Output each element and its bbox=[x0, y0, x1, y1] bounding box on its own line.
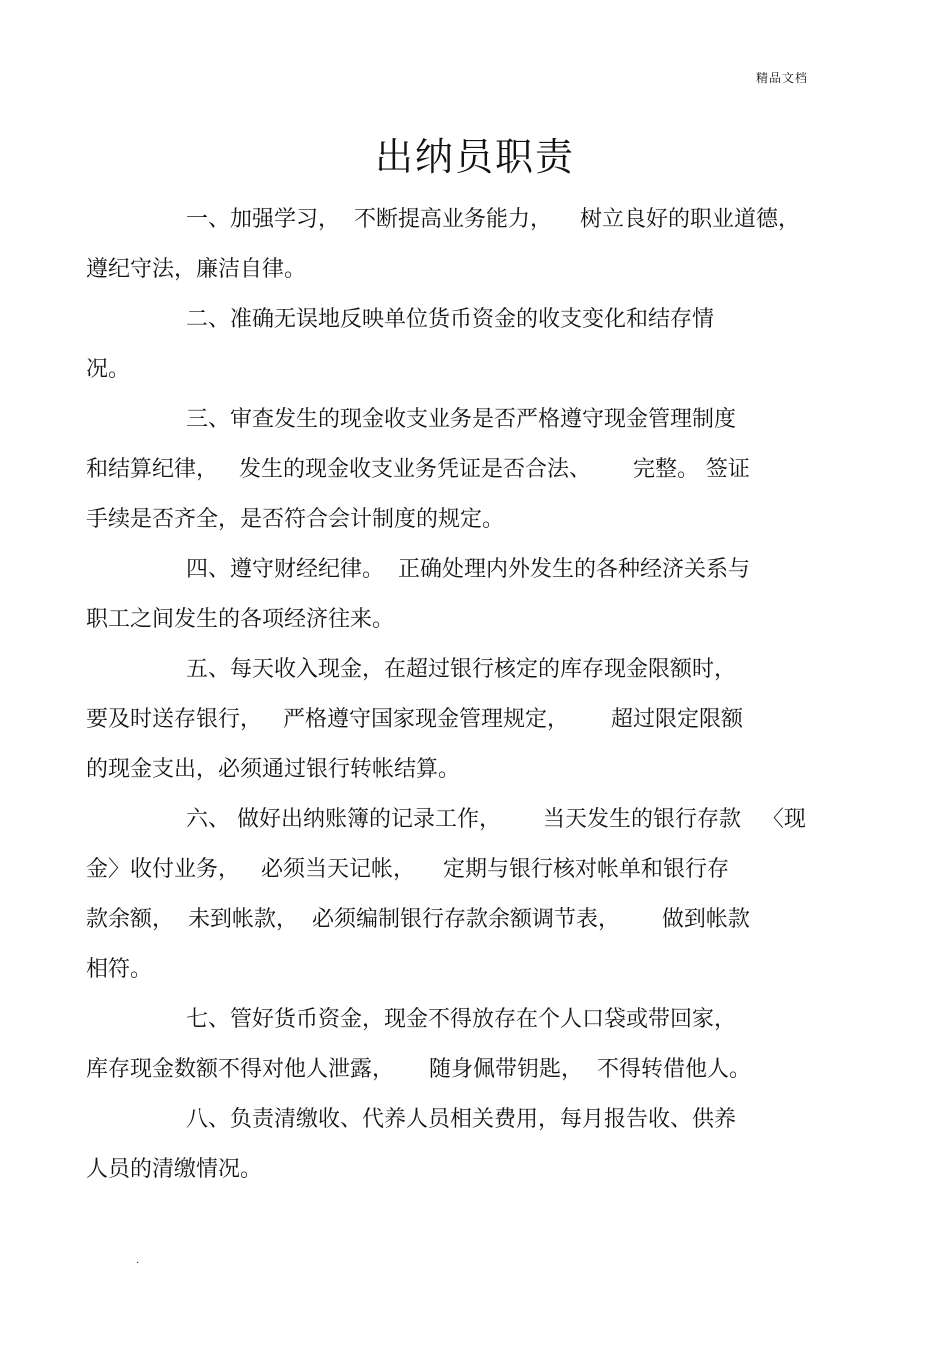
paragraph-line: 手续是否齐全，是否符合会计制度的规定。 bbox=[86, 507, 505, 532]
footer-mark: . bbox=[136, 1255, 140, 1266]
paragraph-5 bbox=[86, 645, 816, 795]
paragraph-line: 二、准确无误地反映单位货币资金的收支变化和结存情 bbox=[186, 307, 715, 332]
paragraph-line: 遵纪守法，廉洁自律。 bbox=[86, 257, 307, 282]
paragraph-line: 库存现金数额不得对他人泄露， 随身佩带钥匙， 不得转借他人。 bbox=[86, 1057, 751, 1082]
paragraph-line: 六、 做好出纳账簿的记录工作， 当天发生的银行存款 〈现 bbox=[186, 807, 806, 832]
paragraph-line: 金〉收付业务， 必须当天记帐， 定期与银行核对帐单和银行存 bbox=[86, 857, 729, 882]
paragraph-line: 五、每天收入现金，在超过银行核定的库存现金限额时， bbox=[186, 657, 737, 682]
paragraph-line: 要及时送存银行， 严格遵守国家现金管理规定， 超过限定限额 bbox=[86, 707, 743, 732]
paragraph-line: 况。 bbox=[86, 357, 131, 382]
paragraph-line: 相符。 bbox=[86, 957, 153, 982]
paragraph-line: 和结算纪律， 发生的现金收支业务凭证是否合法、 完整。 签证 bbox=[86, 457, 750, 482]
paragraph-4 bbox=[86, 545, 816, 645]
paragraph-line: 的现金支出，必须通过银行转帐结算。 bbox=[86, 757, 461, 782]
document-title: 出纳员职责 bbox=[374, 135, 575, 179]
paragraph-3 bbox=[86, 395, 816, 545]
paragraph-line: 八、负责清缴收、代养人员相关费用，每月报告收、供养 bbox=[186, 1107, 737, 1132]
paragraph-line: 七、管好货币资金，现金不得放存在个人口袋或带回家， bbox=[186, 1007, 737, 1032]
paragraph-line: 四、遵守财经纪律。 正确处理内外发生的各种经济关系与 bbox=[186, 557, 750, 582]
header-watermark-text: 精品文档 bbox=[755, 71, 808, 85]
paragraph-line: 职工之间发生的各项经济往来。 bbox=[86, 607, 395, 632]
document-body bbox=[86, 195, 816, 1195]
paragraph-1 bbox=[86, 195, 816, 295]
paragraph-line: 三、审查发生的现金收支业务是否严格遵守现金管理制度 bbox=[186, 407, 737, 432]
paragraph-2 bbox=[86, 295, 816, 395]
paragraph-8 bbox=[86, 1095, 816, 1195]
paragraph-line: 款余额， 未到帐款， 必须编制银行存款余额调节表， 做到帐款 bbox=[86, 907, 750, 932]
paragraph-7 bbox=[86, 995, 816, 1095]
paragraph-line: 人员的清缴情况。 bbox=[86, 1157, 263, 1182]
paragraph-line: 一、加强学习， 不断提高业务能力， 树立良好的职业道德， bbox=[186, 207, 800, 232]
paragraph-6 bbox=[86, 795, 816, 995]
